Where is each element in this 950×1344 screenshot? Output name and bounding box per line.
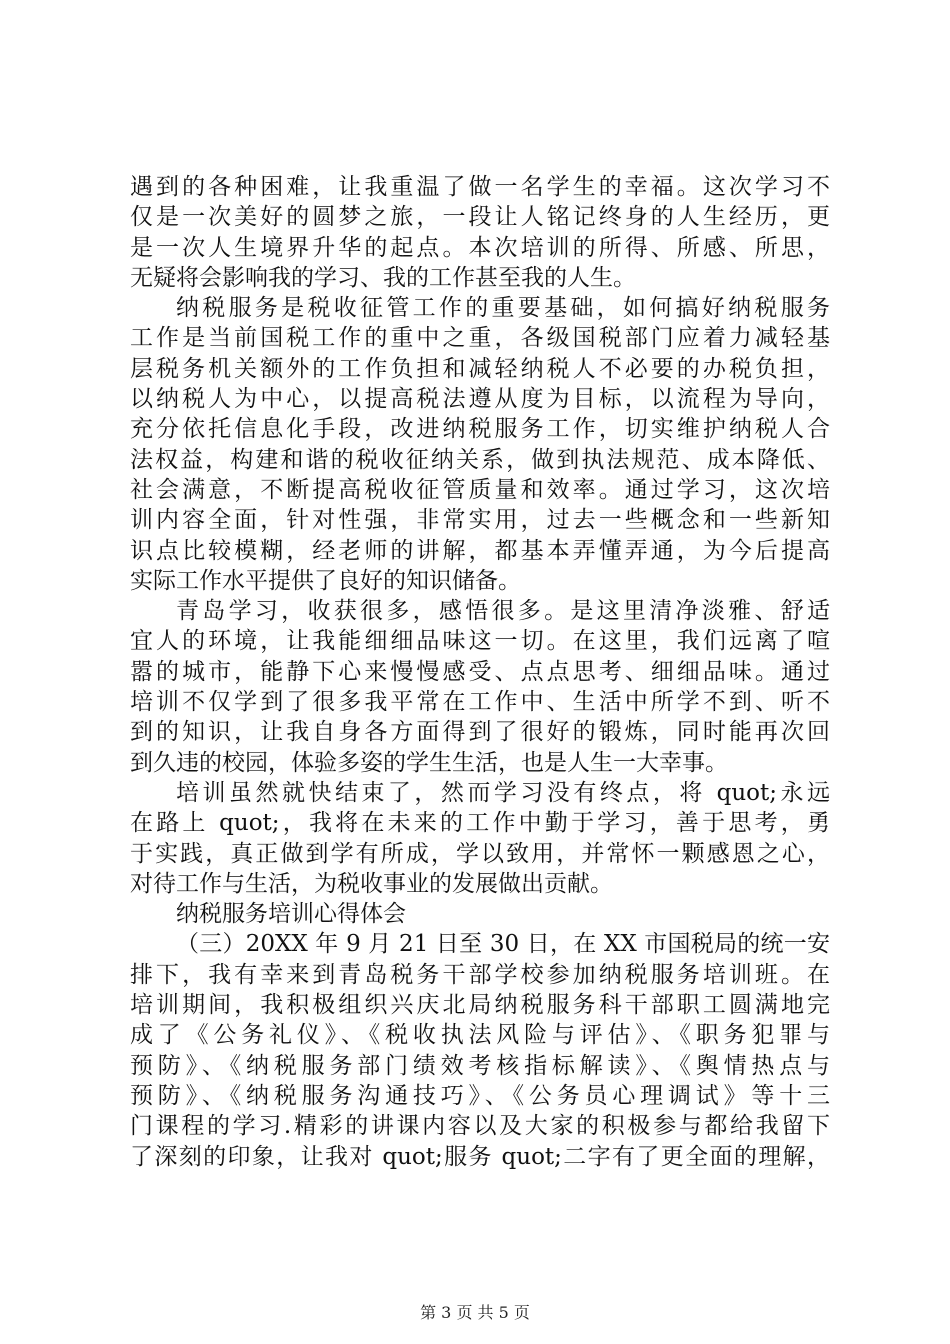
text-line: 成了《公务礼仪》、《税收执法风险与评估》、《职务犯罪与 — [130, 1022, 830, 1049]
text-line: 以纳税人为中心，以提高税法遵从度为目标，以流程为导向， — [130, 386, 830, 413]
text-line: 培训虽然就快结束了，然而学习没有终点，将 quot;永远 — [176, 779, 830, 806]
text-line: 实际工作水平提供了良好的知识储备。 — [130, 567, 521, 594]
text-line: 纳税服务培训心得体会 — [176, 901, 406, 928]
text-line: 培训不仅学到了很多我平常在工作中、生活中所学不到、听不 — [130, 689, 830, 716]
text-line: 了深刻的印象，让我对 quot;服务 quot;二字有了更全面的理解， — [130, 1143, 830, 1170]
text-line: 社会满意，不断提高税收征管质量和效率。通过学习，这次培 — [130, 476, 830, 503]
text-line: 门课程的学习.精彩的讲课内容以及大家的积极参与都给我留下 — [130, 1113, 830, 1140]
text-line: 纳税服务是税收征管工作的重要基础，如何搞好纳税服务 — [176, 295, 830, 322]
page-number-footer: 第 3 页 共 5 页 — [420, 1303, 530, 1322]
text-line: 法权益，构建和谐的税收征纳关系，做到执法规范、成本降低、 — [130, 446, 830, 473]
text-line: 识点比较模糊，经老师的讲解，都基本弄懂弄通，为今后提高 — [130, 537, 830, 564]
text-line: 青岛学习，收获很多，感悟很多。是这里清净淡雅、舒适 — [176, 598, 830, 625]
text-line: 工作是当前国税工作的重中之重，各级国税部门应着力减轻基 — [130, 325, 830, 352]
text-line: 预防》、《纳税服务部门绩效考核指标解读》、《舆情热点与 — [130, 1052, 830, 1079]
text-line: 训内容全面，针对性强，非常实用，过去一些概念和一些新知 — [130, 507, 830, 534]
text-line: 到久违的校园，体验多姿的学生生活，也是人生一大幸事。 — [130, 749, 728, 776]
text-line: 充分依托信息化手段，改进纳税服务工作，切实维护纳税人合 — [130, 416, 830, 443]
text-line: 到的知识，让我自身各方面得到了很好的锻炼，同时能再次回 — [130, 719, 830, 746]
text-line: （三）20XX 年 9 月 21 日至 30 日，在 XX 市国税局的统一安 — [176, 931, 830, 958]
text-line: 于实践，真正做到学有所成，学以致用，并常怀一颗感恩之心， — [130, 840, 830, 867]
text-line: 在路上 quot;，我将在未来的工作中勤于学习，善于思考，勇 — [130, 810, 830, 837]
text-line: 宜人的环境，让我能细细品味这一切。在这里，我们远离了喧 — [130, 628, 830, 655]
text-line: 无疑将会影响我的学习、我的工作甚至我的人生。 — [130, 264, 636, 291]
text-line: 预防》、《纳税服务沟通技巧》、《公务员心理调试》等十三 — [130, 1082, 830, 1109]
text-line: 嚣的城市，能静下心来慢慢感受、点点思考、细细品味。通过 — [130, 658, 830, 685]
document-body — [130, 172, 830, 1172]
text-line: 排下，我有幸来到青岛税务干部学校参加纳税服务培训班。在 — [130, 961, 830, 988]
text-line: 仅是一次美好的圆梦之旅，一段让人铭记终身的人生经历，更 — [130, 204, 830, 231]
text-line: 是一次人生境界升华的起点。本次培训的所得、所感、所思， — [130, 234, 830, 261]
text-line: 层税务机关额外的工作负担和减轻纳税人不必要的办税负担， — [130, 355, 830, 382]
text-line: 对待工作与生活，为税收事业的发展做出贡献。 — [130, 870, 613, 897]
text-line: 培训期间，我积极组织兴庆北局纳税服务科干部职工圆满地完 — [130, 992, 830, 1019]
text-line: 遇到的各种困难，让我重温了做一名学生的幸福。这次学习不 — [130, 174, 830, 200]
